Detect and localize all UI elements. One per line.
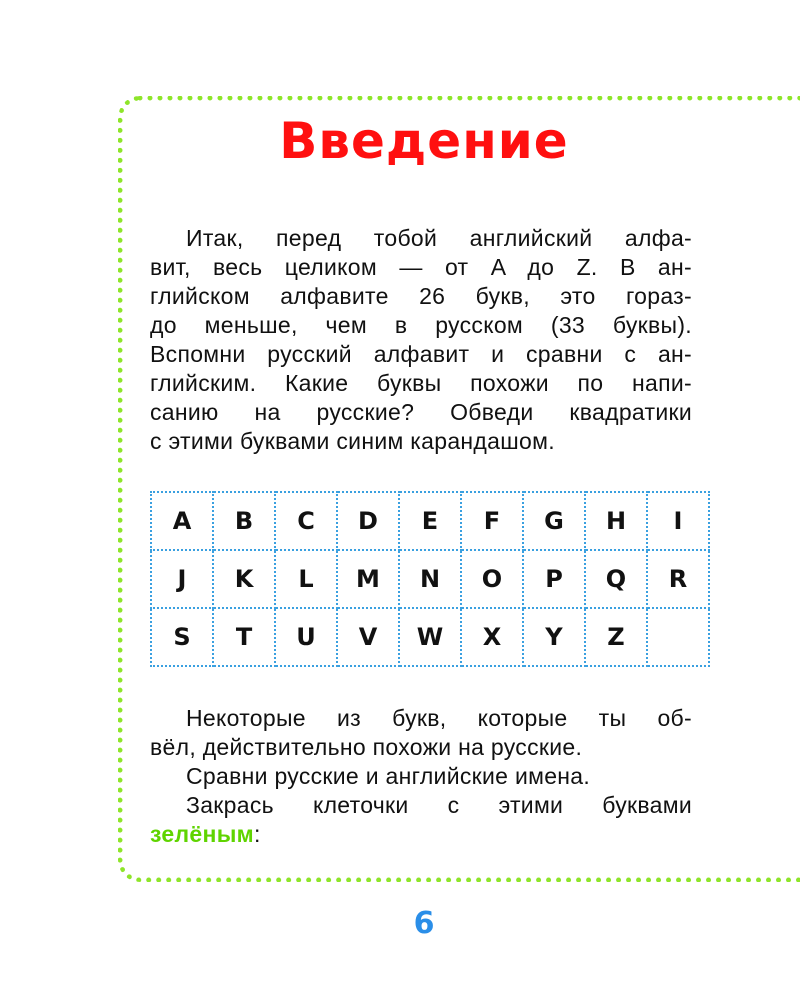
letter-cell[interactable]: E <box>399 492 461 550</box>
letter-cell[interactable]: C <box>275 492 337 550</box>
alphabet-grid <box>150 491 710 667</box>
letter-cell[interactable]: D <box>337 492 399 550</box>
letter-cell[interactable]: G <box>523 492 585 550</box>
outro-line: Некоторые из букв, которые ты об- <box>186 705 692 731</box>
letter-cell[interactable]: J <box>151 550 213 608</box>
letter-cell[interactable]: Z <box>585 608 647 666</box>
outro-line: вёл, действительно похожи на русские. <box>150 734 583 760</box>
letter-cell[interactable]: X <box>461 608 523 666</box>
outro-last-line <box>150 820 692 849</box>
intro-line: глийским. Какие буквы похожи по напи- <box>150 370 692 396</box>
letter-cell[interactable]: R <box>647 550 709 608</box>
alphabet-row <box>151 608 709 666</box>
intro-line: Вспомни русский алфавит и сравни с ан- <box>150 341 692 367</box>
letter-cell[interactable]: N <box>399 550 461 608</box>
intro-line: вит, весь целиком — от A до Z. В ан- <box>150 254 692 280</box>
intro-line: санию на русские? Обведи квадратики <box>150 399 692 425</box>
intro-line: до меньше, чем в русском (33 буквы). <box>150 312 692 338</box>
page-number: 6 <box>413 906 435 941</box>
letter-cell[interactable]: H <box>585 492 647 550</box>
letter-cell[interactable]: I <box>647 492 709 550</box>
outro-line: Закрась клеточки с этими буквами <box>186 792 692 818</box>
letter-cell[interactable]: W <box>399 608 461 666</box>
intro-paragraph <box>150 224 692 456</box>
letter-cell[interactable]: O <box>461 550 523 608</box>
intro-line: с этими буквами синим карандашом. <box>150 428 555 454</box>
outro-line: Сравни русские и английские имена. <box>186 763 591 789</box>
alphabet-row <box>151 550 709 608</box>
letter-cell[interactable]: M <box>337 550 399 608</box>
letter-cell[interactable]: T <box>213 608 275 666</box>
intro-line: глийском алфавите 26 букв, это гораз- <box>150 283 692 309</box>
alphabet-row <box>151 492 709 550</box>
letter-cell[interactable]: P <box>523 550 585 608</box>
page-title: Введение <box>279 112 569 170</box>
letter-cell[interactable]: L <box>275 550 337 608</box>
letter-cell[interactable]: K <box>213 550 275 608</box>
letter-cell[interactable]: S <box>151 608 213 666</box>
letter-cell[interactable]: Q <box>585 550 647 608</box>
letter-cell[interactable]: F <box>461 492 523 550</box>
outro-end-punct: : <box>253 821 261 847</box>
letter-cell[interactable]: B <box>213 492 275 550</box>
green-highlight-word: зелёным <box>150 821 254 847</box>
intro-line: Итак, перед тобой английский алфа- <box>186 225 692 251</box>
empty-cell[interactable] <box>647 608 709 666</box>
letter-cell[interactable]: A <box>151 492 213 550</box>
letter-cell[interactable]: U <box>275 608 337 666</box>
letter-cell[interactable]: V <box>337 608 399 666</box>
outro-paragraph <box>150 704 692 849</box>
letter-cell[interactable]: Y <box>523 608 585 666</box>
